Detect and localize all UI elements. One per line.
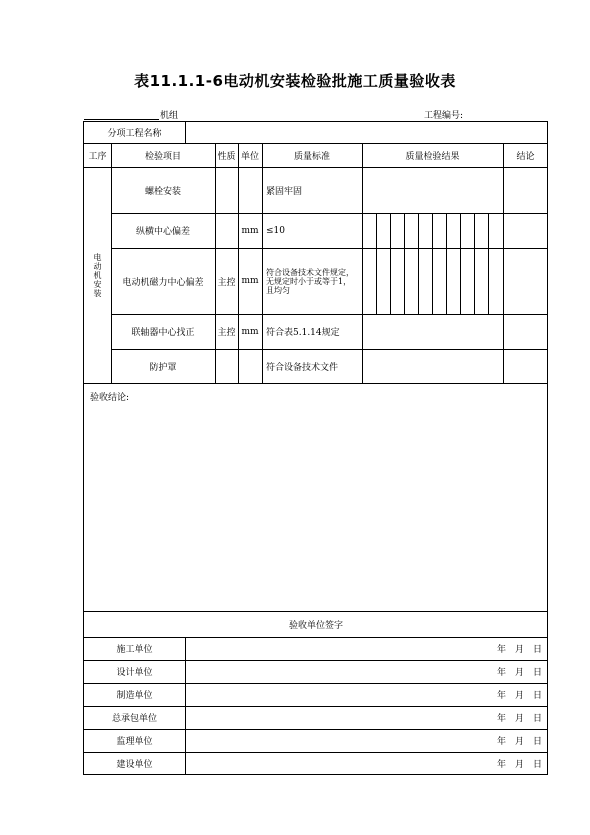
row3-item: 电动机磁力中心偏差	[122, 277, 204, 288]
row2-unit: mm	[241, 225, 259, 236]
col-unit: 单位	[240, 151, 259, 162]
page-title: 表11.1.1-6电动机安装检验批施工质量验收表	[134, 72, 456, 90]
row4-unit: mm	[241, 326, 259, 337]
conclusion-label: 验收结论:	[90, 392, 130, 403]
row2-item: 纵横中心偏差	[135, 227, 190, 237]
unit-underline	[84, 119, 159, 120]
sub-project-label: 分项工程名称	[107, 128, 162, 139]
sign-date-general-contractor: 年 月 日	[496, 714, 542, 724]
row1-unit	[238, 167, 262, 213]
col-result: 质量检验结果	[405, 151, 460, 162]
sign-unit-construction: 施工单位	[116, 645, 153, 655]
col-standard: 质量标准	[293, 151, 330, 162]
unit-label: 机组	[160, 111, 179, 121]
row5-item: 防护罩	[149, 362, 177, 373]
row5-nature	[215, 349, 238, 383]
row2-nature	[215, 213, 238, 248]
row1-item: 螺栓安装	[144, 186, 181, 197]
row1-nature	[215, 167, 238, 213]
row5-standard: 符合设备技术文件	[266, 362, 339, 373]
project-number-label: 工程编号:	[424, 111, 464, 121]
col-process: 工序	[88, 151, 107, 162]
sign-date-owner: 年 月 日	[496, 760, 542, 770]
row2-standard: ≤10	[266, 225, 285, 236]
row3-nature: 主控	[217, 277, 236, 288]
row3-standard: 符合设备技术文件规定，无规定时小于或等于1，且均匀	[266, 267, 354, 295]
sign-date-supervision: 年 月 日	[496, 737, 542, 747]
col-item: 检验项目	[144, 151, 181, 162]
row5-unit	[238, 349, 262, 383]
row1-standard: 紧固牢固	[266, 186, 303, 197]
row4-nature: 主控	[217, 328, 236, 338]
sign-unit-general-contractor: 总承包单位	[111, 714, 157, 724]
row4-item: 联轴器中心找正	[131, 328, 195, 338]
sign-unit-owner: 建设单位	[116, 760, 153, 770]
sign-unit-design: 设计单位	[116, 668, 153, 678]
sign-unit-supervision: 监理单位	[116, 737, 153, 747]
sign-date-construction: 年 月 日	[496, 645, 542, 655]
sign-header: 验收单位签字	[288, 620, 343, 631]
row3-unit: mm	[241, 276, 259, 286]
col-conclusion: 结论	[516, 151, 535, 162]
col-nature: 性质	[217, 151, 236, 162]
process-name: 电动机安装	[93, 252, 102, 298]
sign-date-design: 年 月 日	[496, 668, 542, 678]
row4-standard: 符合表5.1.14规定	[266, 328, 340, 338]
sign-unit-manufacture: 制造单位	[116, 691, 153, 701]
sign-date-manufacture: 年 月 日	[496, 691, 542, 701]
